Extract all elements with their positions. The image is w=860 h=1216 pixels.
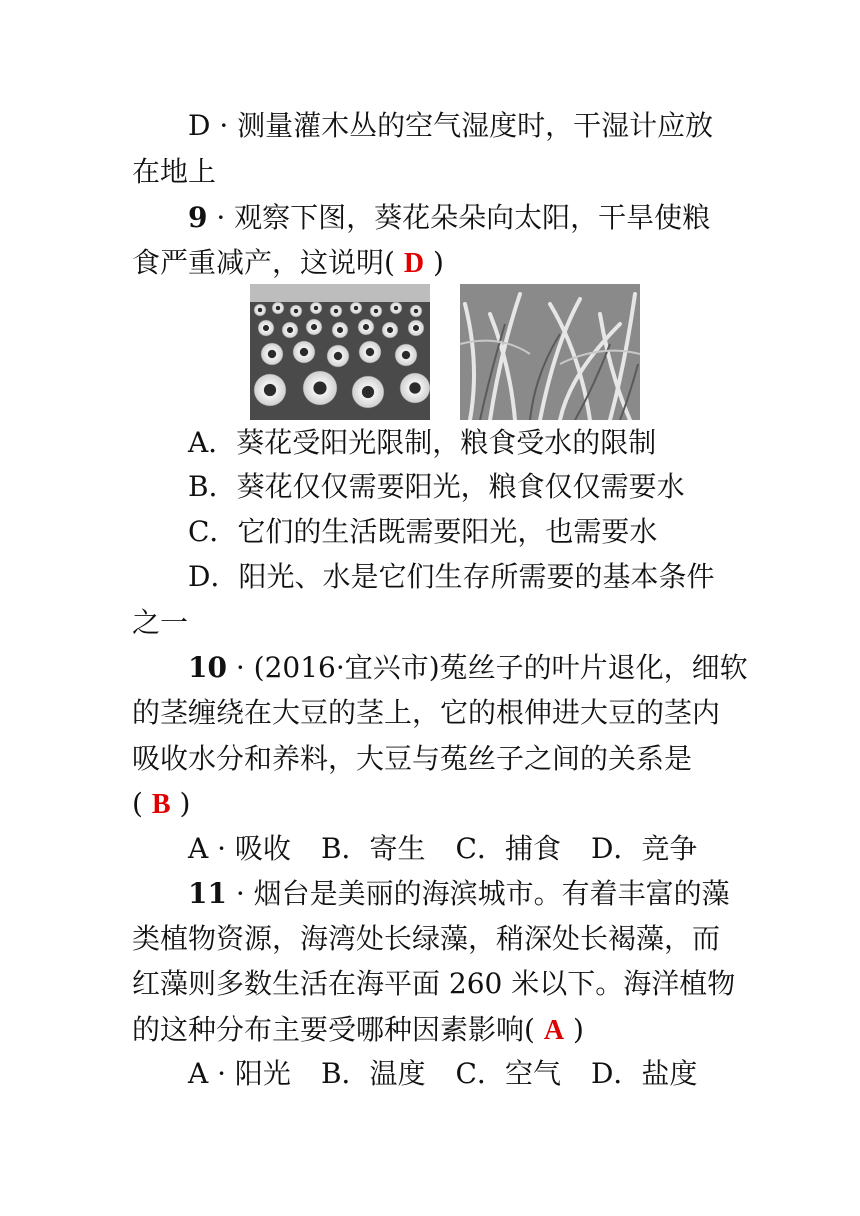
q10-open-paren: ( xyxy=(132,787,143,820)
q9-option-a: A．葵花受阳光限制，粮食受水的限制 xyxy=(188,426,657,459)
q11-stem-text: · 烟台是美丽的海滨城市。有着丰富的藻 xyxy=(226,877,730,910)
q9-number: 9 xyxy=(188,201,208,234)
q9-stem-text: · 观察下图，葵花朵朵向太阳，干旱使粮 xyxy=(207,201,711,234)
drought-crop-image xyxy=(460,284,640,420)
q11-options xyxy=(188,1054,697,1094)
q10-options xyxy=(188,829,697,869)
q9-stem-line1 xyxy=(188,198,710,238)
q9-option-c: C．它们的生活既需要阳光，也需要水 xyxy=(188,515,658,548)
q11-stem-line1 xyxy=(188,874,730,914)
sunflower-field-image xyxy=(250,284,430,420)
q10-stem-line3: 吸收水分和养料，大豆与菟丝子之间的关系是 xyxy=(132,742,693,775)
q10-answer: B xyxy=(151,789,171,820)
q10-option-d: D．竞争 xyxy=(590,832,698,865)
q10-close-paren: ) xyxy=(179,787,191,820)
q10-option-b: B．寄生 xyxy=(320,832,426,865)
q11-stem-line4 xyxy=(132,1010,584,1051)
q8-option-d-line1: D · 测量灌木丛的空气湿度时，干湿计应放 xyxy=(188,109,714,142)
q11-close-paren: ) xyxy=(572,1013,584,1046)
q10-stem-text: · (2016·宜兴市)菟丝子的叶片退化，细软 xyxy=(226,651,748,684)
q10-option-a: A · 吸收 xyxy=(188,832,291,865)
q9-answer: D xyxy=(403,248,425,279)
q11-answer: A xyxy=(543,1015,565,1046)
q11-option-b: B．温度 xyxy=(320,1057,426,1090)
q11-stem-line2: 类植物资源，海湾处长绿藻，稍深处长褐藻，而 xyxy=(132,922,721,955)
q11-stem-text4: 的这种分布主要受哪种因素影响( xyxy=(132,1013,535,1046)
q11-option-d: D．盐度 xyxy=(590,1057,698,1090)
q9-stem-text2: 食严重减产，这说明( xyxy=(132,246,395,279)
q9-option-b: B．葵花仅仅需要阳光，粮食仅仅需要水 xyxy=(188,470,685,503)
q9-stem-line2 xyxy=(132,243,444,284)
q11-option-c: C．空气 xyxy=(455,1057,561,1090)
q9-option-d-line1: D．阳光、水是它们生存所需要的基本条件 xyxy=(188,560,715,593)
q10-stem-line1 xyxy=(188,648,748,688)
q11-number: 11 xyxy=(188,877,227,910)
q8-option-d-line2: 在地上 xyxy=(132,155,217,188)
q11-option-a: A · 阳光 xyxy=(188,1057,291,1090)
q10-answer-line xyxy=(132,784,190,825)
q10-number: 10 xyxy=(188,651,227,684)
q11-stem-line3: 红藻则多数生活在海平面 260 米以下。海洋植物 xyxy=(132,967,736,1000)
q10-option-c: C．捕食 xyxy=(455,832,561,865)
q9-option-d-line2: 之一 xyxy=(132,606,189,639)
q10-stem-line2: 的茎缠绕在大豆的茎上，它的根伸进大豆的茎内 xyxy=(132,696,721,729)
q9-close-paren: ) xyxy=(432,246,444,279)
